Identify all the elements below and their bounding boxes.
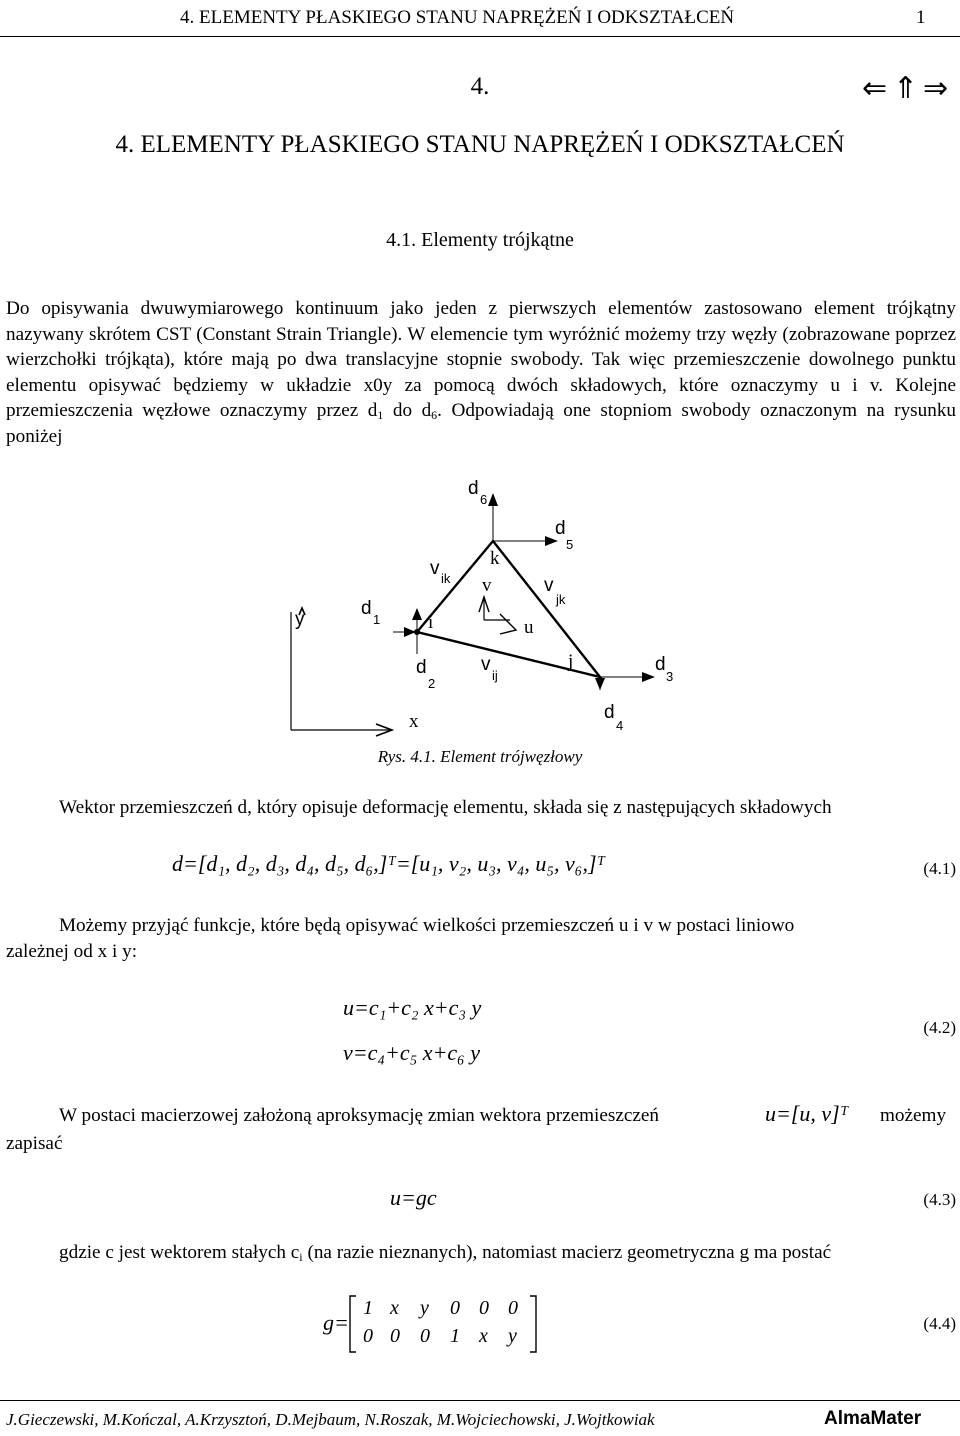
- running-header: [0, 0, 960, 37]
- running-header-title: 4. ELEMENTY PŁASKIEGO STANU NAPRĘŻEŃ I ODKSZTAŁCEŃ: [180, 7, 735, 28]
- matrix-cell: 0: [363, 1325, 373, 1347]
- matrix-cell: 0: [508, 1297, 518, 1319]
- axis-x-label: x: [409, 711, 419, 732]
- equation-4-1: d=[d₁, d₂, d₃, d₄, d₅, d₆,]ᵀ=[u₁, v₂, u₃, v₄, u₅, v₆,]ᵀ: [172, 851, 606, 876]
- local-u-arrow-icon: [500, 614, 516, 634]
- geometric-sub: i: [299, 1250, 303, 1264]
- matrix-cell: 0: [420, 1325, 430, 1347]
- linear-function-line-1: Możemy przyjąć funkcje, które będą opisywać wielkości przemieszczeń u i v w postaci liniowo: [59, 915, 795, 936]
- svg-text:ik: ik: [441, 571, 451, 586]
- svg-text:ij: ij: [492, 668, 498, 683]
- equation-4-1-number: (4.1): [923, 859, 956, 878]
- matrix-cell: 0: [479, 1297, 489, 1319]
- svg-text:3: 3: [666, 669, 674, 684]
- section-title: 4.1. Elementy trójkątne: [386, 229, 574, 251]
- label-d2: d: [416, 657, 427, 678]
- matrix-cell: y: [508, 1325, 517, 1347]
- d1-arrow-head: [404, 627, 416, 637]
- geometric-text-b: (na razie nieznanych), natomiast macierz geometryczna g ma postać: [302, 1242, 832, 1263]
- equation-4-2-line-1: u=c₁+c₂ x+c₃ y: [343, 995, 482, 1020]
- label-d5: d: [555, 518, 566, 539]
- figure-caption: Rys. 4.1. Element trójwęzłowy: [377, 747, 583, 766]
- matrix-form-continuation: zapisać: [6, 1133, 63, 1154]
- equation-4-4-lhs: g=: [323, 1310, 349, 1335]
- chapter-title: 4. ELEMENTY PŁASKIEGO STANU NAPRĘŻEŃ I ODKSZTAŁCEŃ: [115, 131, 845, 158]
- intro-text-b: do d: [383, 400, 432, 422]
- label-v-ik: v: [430, 558, 440, 579]
- d2-arrow-head: [412, 608, 422, 620]
- displacement-vector-paragraph: Wektor przemieszczeń d, który opisuje deformację elementu, składa się z następujących składowych: [59, 797, 832, 818]
- equation-4-2-number: (4.2): [923, 1018, 956, 1037]
- label-d4: d: [604, 702, 615, 723]
- label-node-j: j: [568, 651, 574, 672]
- label-node-i: i: [428, 612, 434, 633]
- page-number: 1: [916, 7, 926, 28]
- d4-arrow-head: [595, 678, 605, 690]
- triangle-element-figure: [0, 470, 960, 745]
- equation-4-3: u=gc: [390, 1185, 437, 1210]
- linear-function-line-2: zależnej od x i y:: [6, 940, 138, 962]
- chapter-number: 4.: [470, 73, 490, 100]
- linear-function-paragraph: [6, 913, 956, 964]
- equation-4-2-line-2: v=c₄+c₅ x+c₆ y: [343, 1040, 481, 1065]
- matrix-cell: 0: [450, 1297, 460, 1319]
- matrix-cell: 0: [390, 1325, 400, 1347]
- forward-arrow-icon[interactable]: ⇒: [923, 71, 949, 106]
- label-local-v: v: [482, 575, 492, 596]
- matrix-cell: y: [420, 1297, 429, 1319]
- back-arrow-icon[interactable]: ⇐: [862, 71, 888, 106]
- matrix-form-paragraph: W postaci macierzowej założoną aproksymację zmian wektora przemieszczeń: [59, 1105, 660, 1126]
- intro-sub-a: 1: [377, 408, 384, 423]
- svg-text:5: 5: [566, 537, 574, 552]
- footer-rule: [0, 1400, 960, 1401]
- svg-text:6: 6: [480, 492, 488, 507]
- svg-text:4: 4: [616, 718, 624, 733]
- axis-y-label: y: [295, 609, 305, 630]
- label-node-k: k: [490, 548, 500, 569]
- inline-equation-u: u=[u, v]ᵀ: [765, 1101, 849, 1126]
- label-d3: d: [655, 654, 666, 675]
- svg-text:1: 1: [373, 612, 381, 627]
- svg-text:jk: jk: [556, 592, 566, 607]
- d6-arrow-head: [488, 493, 498, 506]
- matrix-cell: x: [390, 1297, 399, 1319]
- label-d6: d: [468, 478, 479, 499]
- label-d1: d: [361, 598, 372, 619]
- footer-brand: AlmaMater: [824, 1408, 922, 1429]
- intro-sub-b: 6: [431, 408, 438, 423]
- matrix-cell: 1: [450, 1325, 460, 1347]
- svg-text:2: 2: [428, 676, 436, 691]
- intro-paragraph: [6, 296, 956, 450]
- d3-arrow-head: [642, 672, 655, 682]
- footer-authors: J.Gieczewski, M.Kończal, A.Krzysztoń, D.Mejbaum, N.Roszak, M.Wojciechowski, J.Wojtkowiak: [6, 1410, 655, 1429]
- label-v-ij: v: [481, 654, 491, 675]
- equation-4-4-number: (4.4): [923, 1314, 956, 1333]
- matrix-cell: 1: [363, 1297, 373, 1319]
- label-local-u: u: [524, 617, 534, 638]
- up-arrow-icon[interactable]: ⇑: [893, 71, 919, 106]
- intro-text-a: Do opisywania dwuwymiarowego kontinuum jako jeden z pierwszych elementów zastosowano element trójkątny nazywany skrótem CST (Constant Strain Triangle). W elemencie tym wyróżnić możemy trzy węzły (zobrazowane poprzez wierzchołki trójkąta), które mają po dwa translacyjne stopnie swobody. Tak więc przemieszczenie dowolnego punktu elementu opisywać będziemy w układzie x0y za pomocą dwóch składowych, które oznaczymy u i v. Kolejne przemieszczenia węzłowe oznaczymy przez d: [6, 298, 956, 422]
- matrix-form-word: możemy: [880, 1105, 947, 1126]
- equation-4-3-number: (4.3): [923, 1190, 956, 1209]
- matrix-cell: x: [479, 1325, 488, 1347]
- geometric-matrix-paragraph: [59, 1240, 831, 1266]
- label-v-jk: v: [544, 575, 554, 596]
- intro-text-c: . Odpowiadają one stopniom swobody oznaczonym na rysunku poniżej: [6, 400, 957, 447]
- geometric-text-a: gdzie c jest wektorem stałych c: [59, 1242, 300, 1263]
